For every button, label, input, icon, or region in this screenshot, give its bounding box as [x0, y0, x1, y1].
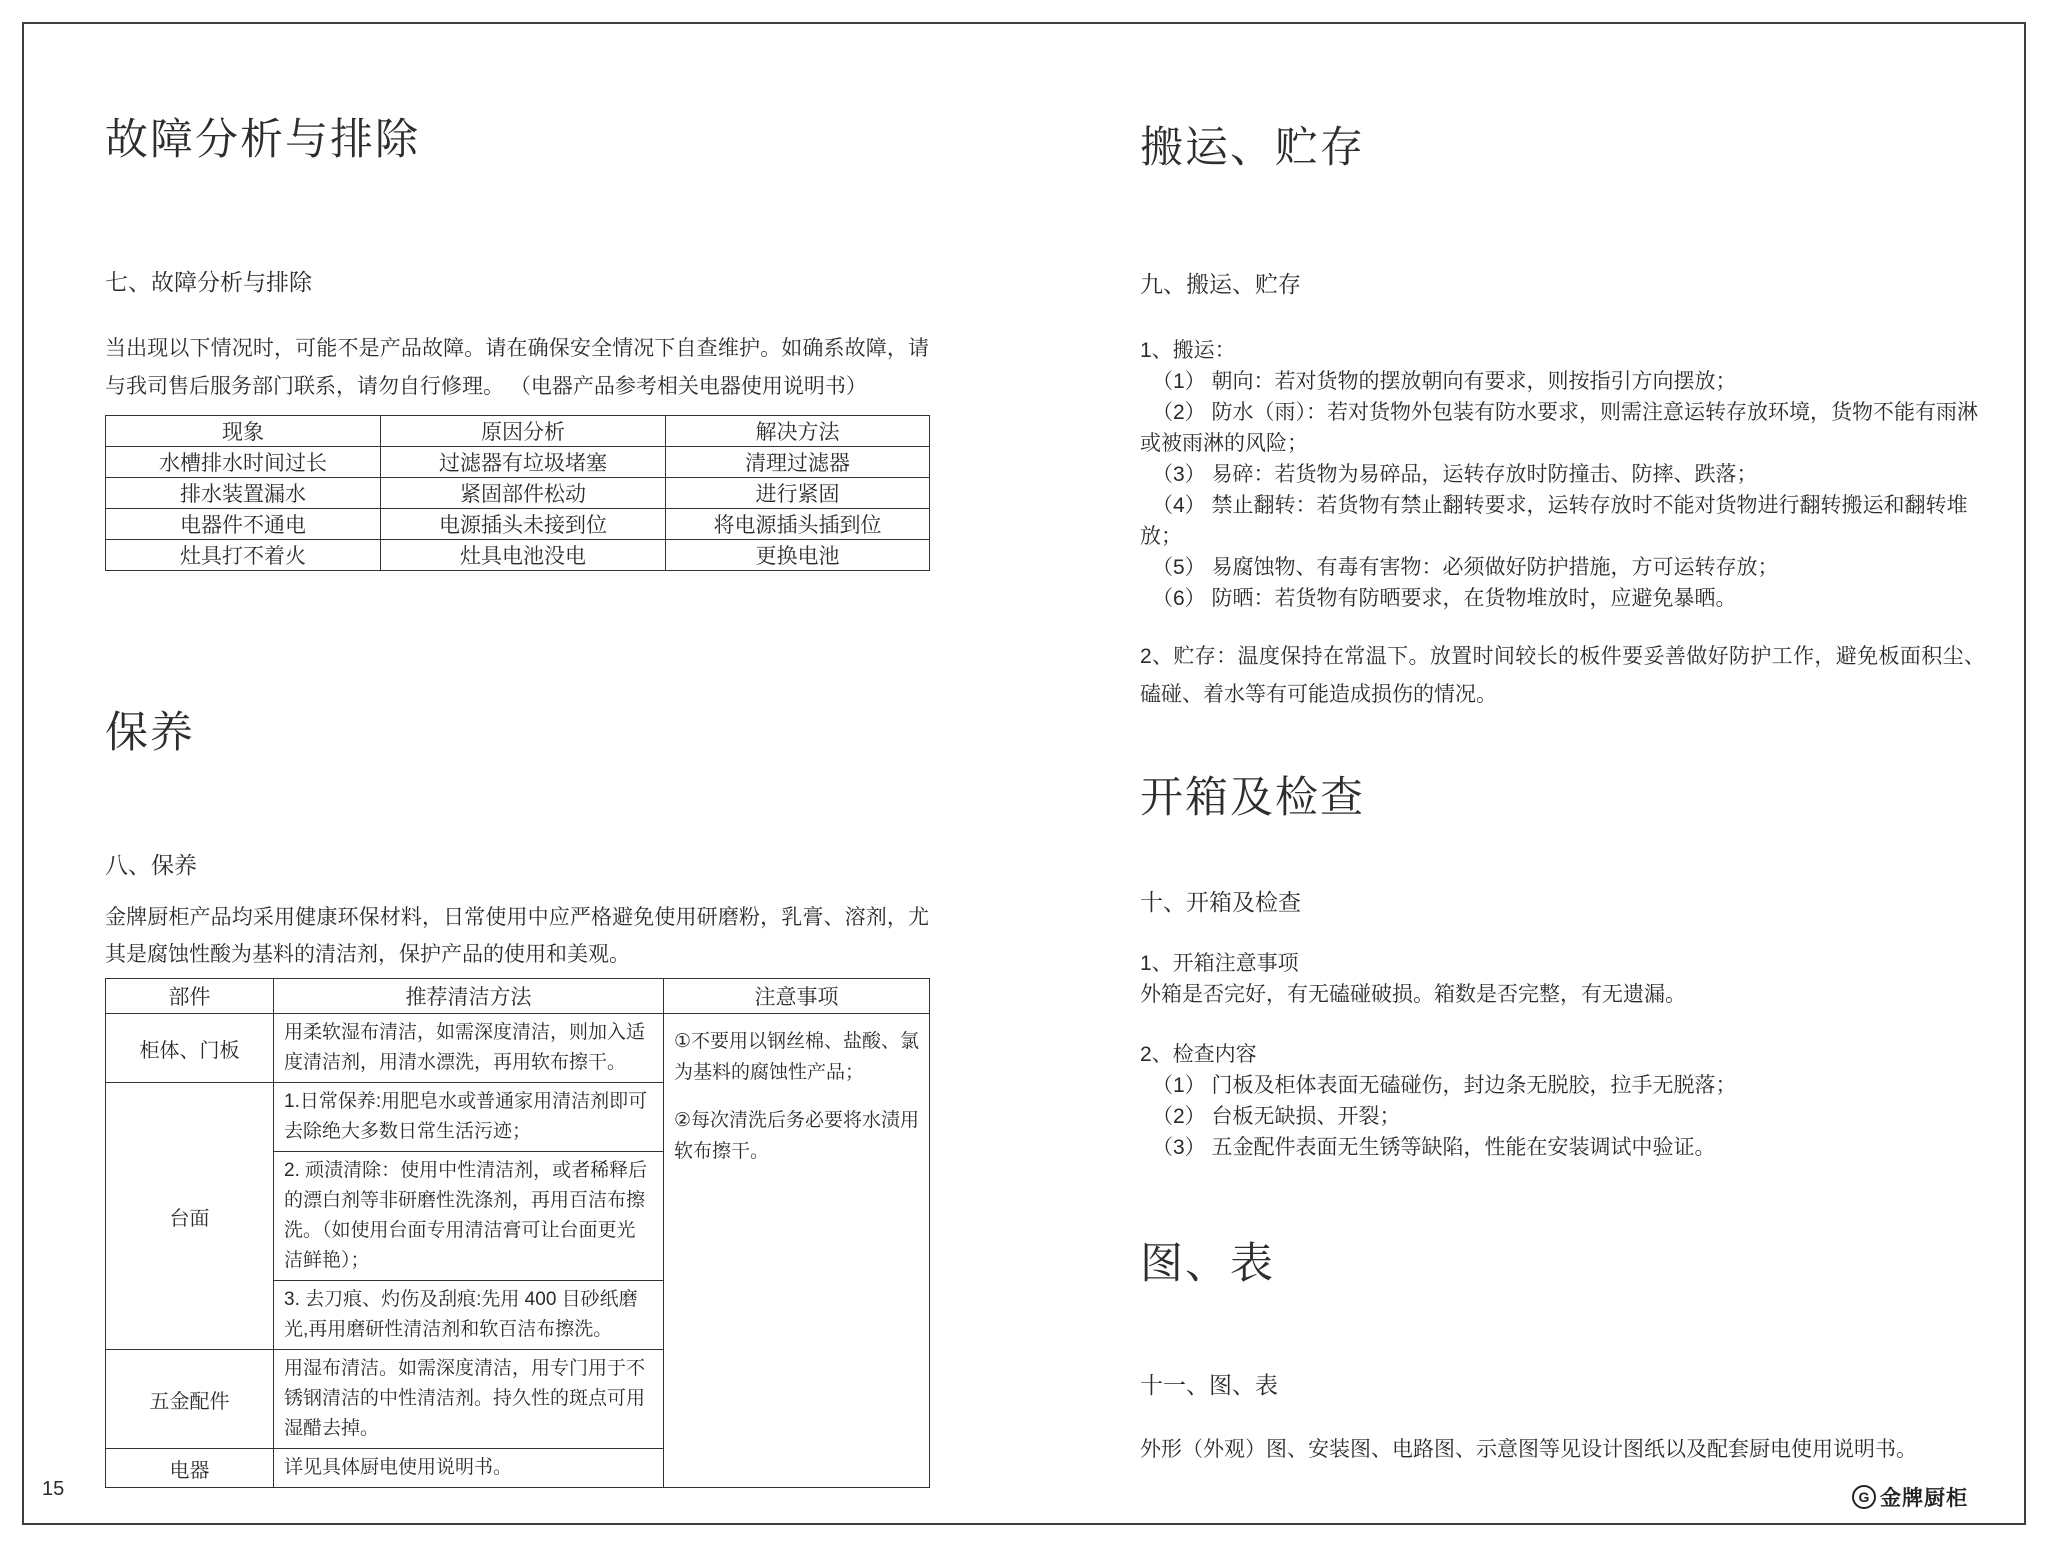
table-row [106, 509, 930, 540]
method-countertop-scratches: 3. 去刀痕、灼伤及刮痕:先用 400 目砂纸磨光,再用磨研性清洁剂和软百洁布擦洗。 [274, 1281, 664, 1350]
list-item: （6） 防晒：若货物有防晒要求，在货物堆放时，应避免暴晒。 [1152, 587, 1737, 610]
maintenance-section-heading: 八、保养 [105, 852, 197, 878]
list-item: （5） 易腐蚀物、有毒有害物：必须做好防护措施，方可运转存放； [1152, 556, 1779, 579]
method-cabinet-door: 用柔软湿布清洁，如需深度清洁，则加入适度清洁剂，用清水漂洗，再用软布擦干。 [274, 1014, 664, 1083]
unpacking-sub2-label: 2、检查内容 [1140, 1043, 1257, 1066]
note-line-1: ①不要用以钢丝棉、盐酸、氯为基料的腐蚀性产品； [674, 1031, 920, 1083]
list-item: （3） 易碎：若货物为易碎品，运转存放时防撞击、防摔、跌落； [1152, 463, 1758, 486]
table-cell: 进行紧固 [666, 478, 930, 509]
brand-logo [1852, 1482, 1968, 1512]
brand-g-icon: G [1852, 1485, 1876, 1509]
maintenance-intro-paragraph: 金牌厨柜产品均采用健康环保材料，日常使用中应严格避免使用研磨粉，乳膏、溶剂，尤其是腐蚀性酸为基料的清洁剂，保护产品的使用和美观。 [105, 906, 929, 966]
left-column [105, 0, 929, 1488]
table-cell: 灶具打不着火 [106, 540, 381, 571]
unpacking-section-heading: 十、开箱及检查 [1140, 889, 1301, 915]
note-line-2: ②每次清洗后务必要将水渍用软布擦干。 [674, 1110, 920, 1162]
figures-section-heading: 十一、图、表 [1140, 1372, 1278, 1398]
method-appliance: 详见具体厨电使用说明书。 [274, 1449, 664, 1488]
table-row [106, 447, 930, 478]
table-cell: 电器件不通电 [106, 509, 381, 540]
table-cell: 清理过滤器 [666, 447, 930, 478]
fault-col-phenomenon: 现象 [106, 416, 381, 447]
fault-section-heading: 七、故障分析与排除 [105, 269, 312, 295]
table-row [106, 478, 930, 509]
maintenance-table [105, 978, 930, 1488]
list-item: （4） 禁止翻转：若货物有禁止翻转要求，运转存放时不能对货物进行翻转搬运和翻转堆放； [1140, 494, 1968, 548]
maintenance-col-method: 推荐清洁方法 [274, 979, 664, 1014]
part-appliance: 电器 [106, 1449, 274, 1488]
fault-section-title: 故障分析与排除 [105, 116, 420, 164]
part-hardware: 五金配件 [106, 1350, 274, 1449]
list-item: （2） 防水（雨）：若对货物外包装有防水要求，则需注意运转存放环境，货物不能有雨淋或被雨淋的风险； [1140, 401, 1979, 455]
table-cell: 水槽排水时间过长 [106, 447, 381, 478]
fault-col-solution: 解决方法 [666, 416, 930, 447]
unpacking-section-title: 开箱及检查 [1140, 774, 1365, 822]
maintenance-col-notes: 注意事项 [664, 979, 930, 1014]
table-cell: 过滤器有垃圾堵塞 [381, 447, 666, 478]
figures-paragraph: 外形（外观）图、安装图、电路图、示意图等见设计图纸以及配套厨电使用说明书。 [1140, 1438, 1917, 1461]
method-hardware: 用湿布清洁。如需深度清洁，用专门用于不锈钢清洁的中性清洁剂。持久性的斑点可用湿醋去掉。 [274, 1350, 664, 1449]
list-item: （1） 门板及柜体表面无磕碰伤，封边条无脱胶，拉手无脱落； [1152, 1074, 1737, 1097]
unpacking-sub1-text: 外箱是否完好，有无磕碰破损。箱数是否完整，有无遗漏。 [1140, 983, 1686, 1006]
storage-paragraph: 2、贮存：温度保持在常温下。放置时间较长的板件要妥善做好防护工作，避免板面积尘、磕碰、着水等有可能造成损伤的情况。 [1140, 645, 1985, 706]
transport-section-title: 搬运、贮存 [1140, 124, 1365, 172]
table-cell: 排水装置漏水 [106, 478, 381, 509]
brand-name: 金牌厨柜 [1880, 1487, 1968, 1510]
table-cell: 电源插头未接到位 [381, 509, 666, 540]
fault-col-cause: 原因分析 [381, 416, 666, 447]
maintenance-section-title: 保养 [105, 709, 195, 757]
table-cell: 紧固部件松动 [381, 478, 666, 509]
list-item: （1） 朝向：若对货物的摆放朝向有要求，则按指引方向摆放； [1152, 370, 1737, 393]
unpacking-sub1-label: 1、开箱注意事项 [1140, 952, 1299, 975]
list-item: （2） 台板无缺损、开裂； [1152, 1105, 1401, 1128]
method-countertop-daily: 1.日常保养:用肥皂水或普通家用清洁剂即可去除绝大多数日常生活污迹； [274, 1083, 664, 1152]
method-countertop-stains: 2. 顽渍清除：使用中性清洁剂，或者稀释后的漂白剂等非研磨性洗涤剂，再用百洁布擦洗。（如使用台面专用清洁膏可让台面更光洁鲜艳）； [274, 1152, 664, 1281]
table-cell: 灶具电池没电 [381, 540, 666, 571]
transport-sub1-label: 1、搬运： [1140, 339, 1236, 362]
part-cabinet-door: 柜体、门板 [106, 1014, 274, 1083]
table-row [106, 540, 930, 571]
table-cell: 更换电池 [666, 540, 930, 571]
part-countertop: 台面 [106, 1083, 274, 1350]
fault-table-header-row [106, 416, 930, 447]
right-column [1140, 0, 1985, 1465]
maintenance-col-part: 部件 [106, 979, 274, 1014]
table-cell: 将电源插头插到位 [666, 509, 930, 540]
maintenance-table-header-row [106, 979, 930, 1014]
figures-section-title: 图、表 [1140, 1240, 1275, 1288]
fault-table [105, 415, 930, 571]
transport-section-heading: 九、搬运、贮存 [1140, 271, 1301, 297]
maintenance-notes-cell [664, 1014, 930, 1488]
table-row [106, 1014, 930, 1083]
page-number: 15 [42, 1478, 65, 1500]
fault-intro-paragraph: 当出现以下情况时，可能不是产品故障。请在确保安全情况下自查维护。如确系故障，请与我司售后服务部门联系，请勿自行修理。 （电器产品参考相关电器使用说明书） [105, 337, 929, 398]
list-item: （3） 五金配件表面无生锈等缺陷，性能在安装调试中验证。 [1152, 1136, 1716, 1159]
